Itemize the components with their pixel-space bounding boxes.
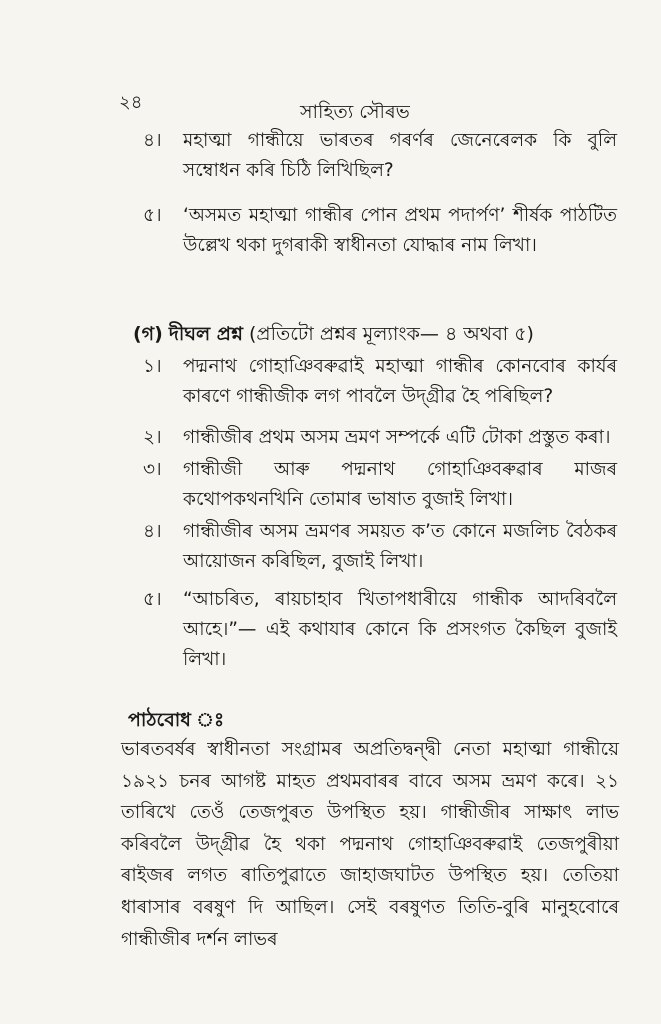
question-b4 xyxy=(143,126,617,186)
question-number: ৫। xyxy=(143,589,162,610)
section-c-heading xyxy=(133,320,534,352)
question-text: গান্ধীজী আৰু পদ্মনাথ গোহাঞিবৰুৱাৰ মাজৰ কথোপকথনখিনি তোমাৰ ভাষাত বুজাই লিখা। xyxy=(183,459,617,510)
section-title: দীঘল প্ৰশ্ন xyxy=(168,323,243,345)
question-text: ‘অসমত মহাত্মা গান্ধীৰ পোন প্ৰথম পদাৰ্পণ’ শীৰ্ষক পাঠটিত উল্লেখ থকা দুগৰাকী স্বাধীনতা যোদ্ধাৰ নাম লিখা। xyxy=(183,205,617,256)
question-c4 xyxy=(143,517,617,577)
question-c1 xyxy=(143,352,617,412)
page-number: ২৪ xyxy=(119,92,143,113)
question-number: ৪। xyxy=(143,521,162,542)
question-text: গান্ধীজীৰ প্ৰথম অসম ভ্ৰমণ সম্পৰ্কে এটি টোকা প্ৰস্তুত কৰা। xyxy=(183,427,611,448)
question-text: পদ্মনাথ গোহাঞিবৰুৱাই মহাত্মা গান্ধীৰ কোনবোৰ কাৰ্যৰ কাৰণে গান্ধীজীক লগ পাবলৈ উদ্গ্ৰীৱ হৈ পৰিছিল? xyxy=(183,356,617,407)
question-text: মহাত্মা গান্ধীয়ে ভাৰতৰ গৰৰ্ণৰ জেনেৰেলক কি বুলি সম্বোধন কৰি চিঠি লিখিছিল? xyxy=(183,130,617,181)
pathbodh-paragraph: ভাৰতবৰ্ষৰ স্বাধীনতা সংগ্ৰামৰ অপ্ৰতিদ্বন্দ্বী নেতা মহাত্মা গান্ধীয়ে ১৯২১ চনৰ আগষ্ট মাহত প্ৰথমবাৰৰ বাবে অসম ভ্ৰমণ কৰে। ২১ তাৰিখে তেওঁ তেজপুৰত উপস্থিত হয়। গান্ধীজীৰ সাক্ষাৎ লাভ কৰিবলৈ উদ্গ্ৰীৱ হৈ থকা পদ্মনাথ গোহাঞিবৰুৱাই তেজপুৰীয়া ৰাইজৰ লগত ৰাতিপুৱাতে জাহাজঘাটত উপস্থিত হয়। তেতিয়া ধাৰাসাৰ বৰষুণ দি আছিল। সেই বৰষুণত তিতি-বুৰি মানুহবোৰে গান্ধীজীৰ দৰ্শন লাভৰ xyxy=(121,739,619,950)
pathbodh-heading: পাঠবোধ ঃ xyxy=(128,709,225,731)
question-c2 xyxy=(143,423,617,453)
question-number: ৩। xyxy=(143,459,162,480)
question-number: ১। xyxy=(143,356,162,377)
question-c5 xyxy=(143,585,617,675)
running-head: সাহিত্য সৌৰভ xyxy=(300,101,410,123)
question-number: ৫। xyxy=(143,205,162,226)
section-label: (গ) xyxy=(133,323,163,345)
question-text: গান্ধীজীৰ অসম ভ্ৰমণৰ সময়ত ক’ত কোনে মজলিচ বৈঠকৰ আয়োজন কৰিছিল, বুজাই লিখা। xyxy=(183,521,617,572)
question-b5 xyxy=(143,201,617,261)
question-text: “আচৰিত, ৰায়চাহাব খিতাপধাৰীয়ে গান্ধীক আদৰিবলৈ আহে।”— এই কথাযাৰ কোনে কি প্ৰসংগত কৈছিল বুজাই লিখা। xyxy=(183,589,617,670)
question-number: ৪। xyxy=(143,130,162,151)
question-number: ২। xyxy=(143,427,162,448)
marks-note: (প্ৰতিটো প্ৰশ্নৰ মূল্যাংক— ৪ অথবা ৫) xyxy=(249,323,534,345)
question-c3 xyxy=(143,455,617,515)
